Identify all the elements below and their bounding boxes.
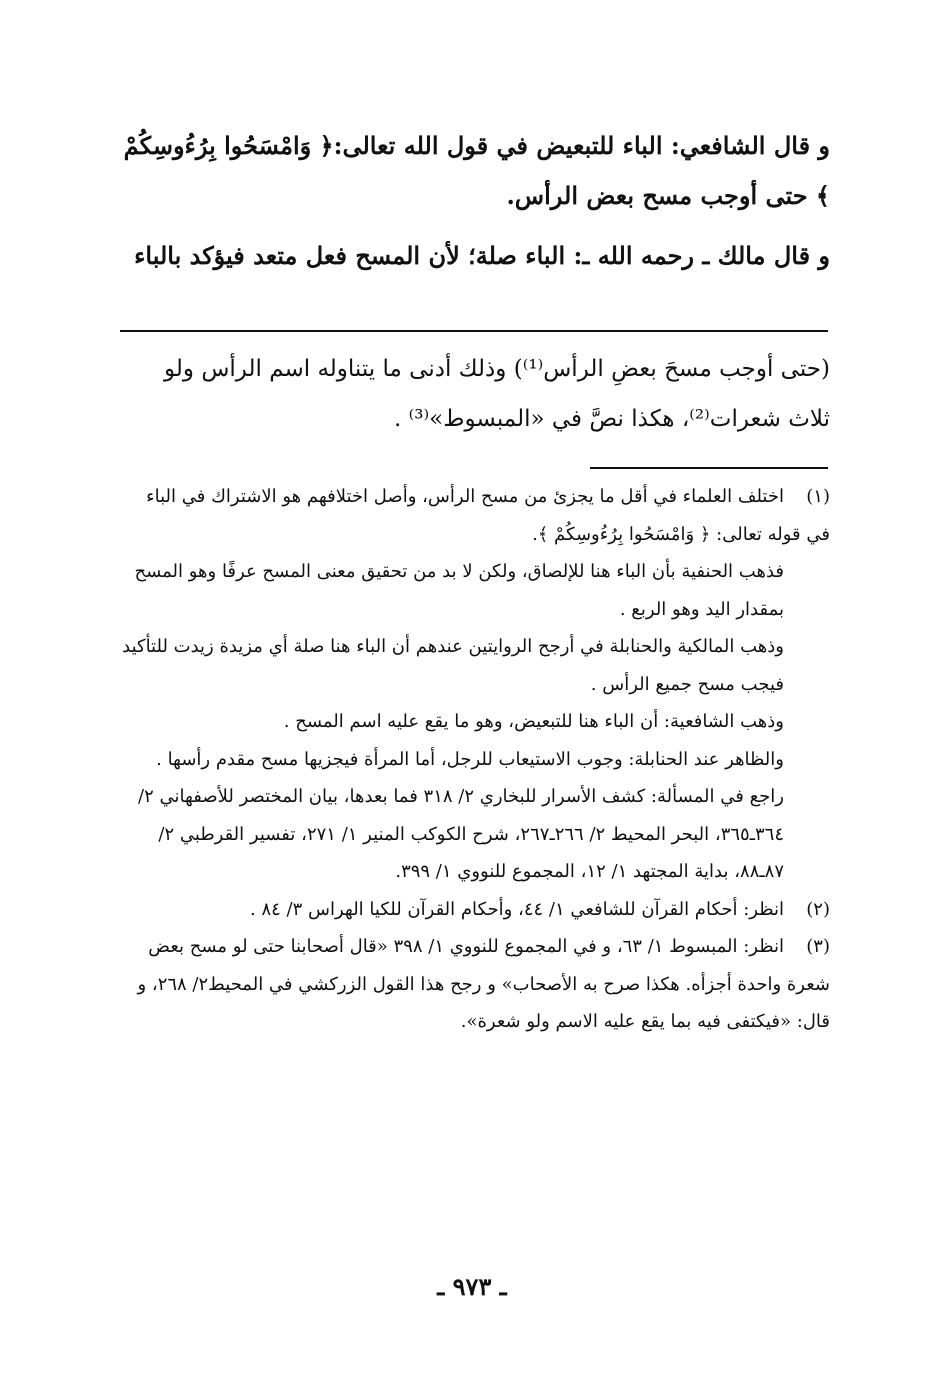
footnotes (118, 478, 830, 1041)
footnote-number: (٣) (806, 936, 830, 957)
main-paragraph-1: و قال الشافعي: الباء للتبعيض في قول الله تعالى:﴿ وَامْسَحُوا بِرُءُوسِكُمْ ﴾ حتى أوجب مسح بعض الرأس. (123, 131, 830, 210)
footnote-divider (590, 467, 828, 469)
footnote-number: (٢) (806, 898, 830, 920)
commentary-section (118, 344, 830, 444)
footnote-hanafi: فذهب الحنفية بأن الباء هنا للإلصاق، ولكن لا بد من تحقيق معنى المسح عرفًا وهو المسح بمقدار اليد وهو الربع . (134, 561, 784, 620)
page-number: ـ ٩٧٣ ـ (437, 1272, 507, 1301)
main-text (118, 121, 830, 281)
footnote-2 (118, 891, 830, 929)
footnote-number: (١) (806, 486, 830, 507)
section-divider (120, 330, 828, 332)
footnote-text: انظر: المبسوط ١/ ٦٣، و في المجموع للنووي ١/ ٣٩٨ «قال أصحابنا حتى لو مسح بعض شعرة واحدة أجزأه. هكذا صرح به الأصحاب» و رجح هذا القول الزركشي في المحيط٢/ ٢٦٨، و قال: «فيكتفى فيه بما يقع عليه الاسم ولو شعرة». (137, 936, 830, 1032)
footnote-3 (118, 928, 830, 1041)
footnote-1 (118, 478, 830, 891)
footnote-shafii: وذهب الشافعية: أن الباء هنا للتبعيض، وهو ما يقع عليه اسم المسح . (283, 711, 784, 732)
footnote-hanbali: والظاهر عند الحنابلة: وجوب الاستيعاب للرجل، أما المرأة فيجزيها مسح مقدم رأسها . (156, 748, 784, 770)
footnote-references: راجع في المسألة: كشف الأسرار للبخاري ٢/ ٣١٨ فما بعدها، بيان المختصر للأصفهاني ٢/ ٣٦٤ـ٣٦٥، البحر المحيط ٢/ ٢٦٦ـ٢٦٧، شرح الكوكب المنير ١/ ٢٧١، تفسير القرطبي ٢/ ٨٧ـ٨٨، بداية المجتهد ١/ ١٢، المجموع للنووي ١/ ٣٩٩. (138, 786, 784, 882)
commentary-paragraph: (حتى أوجب مسحَ بعضِ الرأس⁽¹⁾) وذلك أدنى ما يتناوله اسم الرأس ولو ثلاث شعرات⁽²⁾، هكذا نصَّ في «المبسوط»⁽³⁾ . (164, 356, 830, 432)
footnote-maliki: وذهب المالكية والحنابلة في أرجح الروايتين عندهم أن الباء هنا صلة أي مزيدة زيدت للتأكيد فيجب مسح جميع الرأس . (122, 636, 784, 695)
main-paragraph-2: و قال مالك ـ رحمه الله ـ: الباء صلة؛ لأن المسح فعل متعد فيؤكد بالباء (134, 241, 830, 270)
footnote-text: انظر: أحكام القرآن للشافعي ١/ ٤٤، وأحكام القرآن للكيا الهراس ٣/ ٨٤ . (250, 898, 784, 920)
footnote-text: اختلف العلماء في أقل ما يجزئ من مسح الرأس، وأصل اختلافهم هو الاشتراك في الباء في قوله تعالى: ﴿ وَامْسَحُوا بِرُءُوسِكُمْ ﴾. (146, 486, 830, 545)
